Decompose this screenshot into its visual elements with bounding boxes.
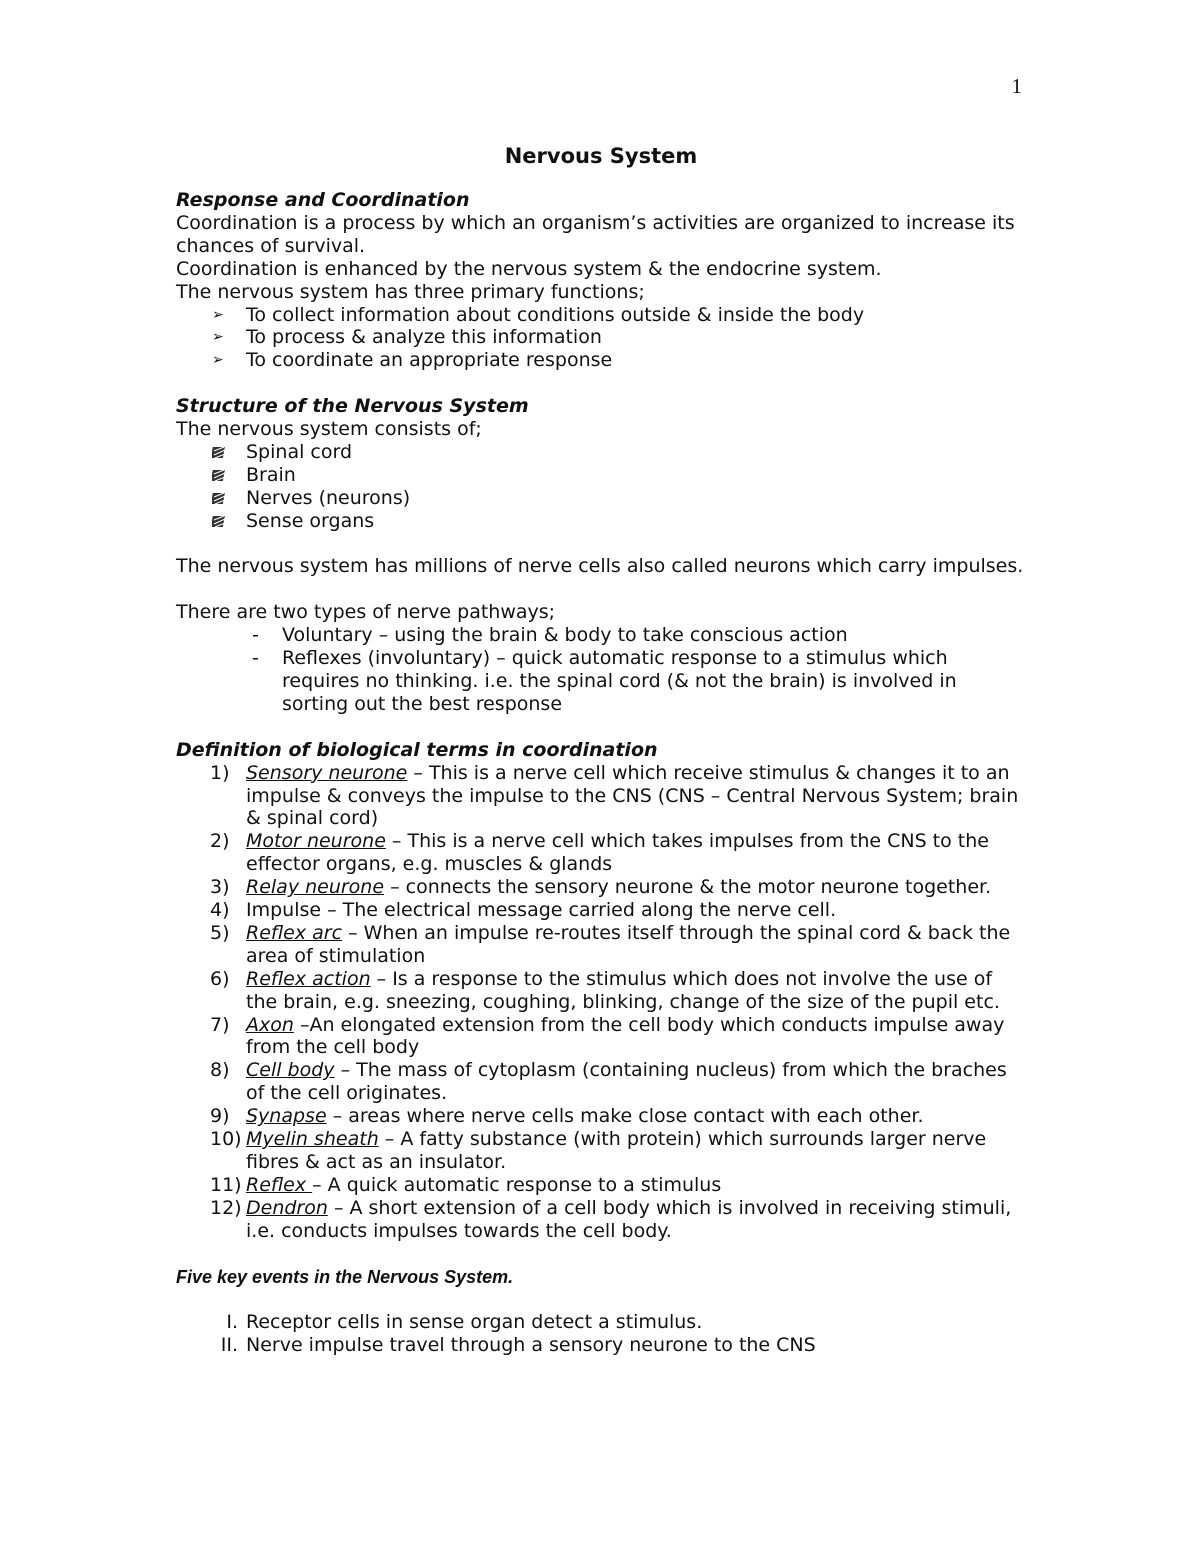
- arrow-bullet-icon: ➢: [212, 329, 224, 346]
- definition-item: 9) Synapse – areas where nerve cells make close contact with each other.: [210, 1105, 924, 1128]
- list-item: ➢ To coordinate an appropriate response: [212, 349, 613, 372]
- paragraph: The nervous system consists of;: [176, 418, 482, 441]
- definition-item: 1) Sensory neurone – This is a nerve cell which receive stimulus & changes it to an impulse & conveys the impulse to the CNS (CNS – Central Nervous System; brain & spinal cord): [210, 761, 1019, 830]
- section-heading-structure: Structure of the Nervous System: [176, 395, 529, 418]
- list-item: Spinal cord: [246, 441, 1026, 464]
- section-heading-key-events: Five key events in the Nervous System.: [176, 1266, 514, 1287]
- definition-item: 8) Cell body – The mass of cytoplasm (containing nucleus) from which the braches of the cell originates.: [210, 1059, 1007, 1105]
- pathways-list: [176, 624, 1026, 716]
- page-number: 1: [1011, 74, 1022, 98]
- term: Synapse: [246, 1105, 327, 1128]
- hatched-bullet-icon: [212, 515, 226, 528]
- events-list: [176, 1311, 1026, 1357]
- definition-item: 11) Reflex – A quick automatic response to a stimulus: [210, 1173, 722, 1196]
- term: Reflex arc: [246, 921, 343, 944]
- definition-item: 7) Axon –An elongated extension from the cell body which conducts impulse away from the cell body: [210, 1013, 1005, 1059]
- list-item: Brain: [246, 464, 1026, 487]
- definitions-list: [176, 762, 1026, 1243]
- paragraph: Coordination is enhanced by the nervous system & the endocrine system.: [176, 257, 882, 280]
- definition-item: 3) Relay neurone – connects the sensory neurone & the motor neurone together.: [210, 876, 992, 899]
- hatched-bullet-icon: [212, 469, 226, 482]
- section-heading-definitions: Definition of biological terms in coordination: [176, 738, 658, 761]
- paragraph: The nervous system has millions of nerve cells also called neurons which carry impulses.: [176, 555, 1024, 578]
- arrow-bullet-icon: ➢: [212, 352, 224, 369]
- term: Axon: [246, 1013, 294, 1036]
- list-item: I. Receptor cells in sense organ detect a stimulus.: [226, 1311, 703, 1334]
- document-body: [176, 143, 1026, 1357]
- functions-list: [176, 304, 1026, 373]
- term: Motor neurone: [246, 830, 386, 853]
- paragraph: Coordination is a process by which an organism’s activities are organized to increase its chances of survival.: [176, 211, 1015, 257]
- hatched-bullet-icon: [212, 446, 226, 459]
- definition-item: 5) Reflex arc – When an impulse re-routes itself through the spinal cord & back the area of stimulation: [210, 921, 1011, 967]
- page-title: Nervous System: [504, 144, 698, 168]
- definition-item: 10) Myelin sheath – A fatty substance (with protein) which surrounds larger nerve fibres & act as an insulator.: [210, 1128, 987, 1173]
- section-heading-response: Response and Coordination: [176, 189, 470, 211]
- paragraph: There are two types of nerve pathways;: [176, 601, 556, 624]
- list-item: Sense organs: [246, 510, 1026, 533]
- dash-bullet: -: [252, 624, 259, 647]
- term: Relay neurone: [246, 876, 385, 899]
- dash-bullet: -: [252, 647, 259, 670]
- parts-list: [176, 441, 1026, 533]
- definition-item: 2) Motor neurone – This is a nerve cell which takes impulses from the CNS to the effector organs, e.g. muscles & glands: [210, 830, 989, 876]
- term: Myelin sheath: [246, 1128, 379, 1151]
- term: Dendron: [246, 1196, 328, 1219]
- definition-item: 6) Reflex action – Is a response to the stimulus which does not involve the use of the brain, e.g. sneezing, coughing, blinking, change of the size of the pupil etc.: [210, 967, 1000, 1013]
- paragraph: The nervous system has three primary functions;: [176, 280, 645, 303]
- list-item: ➢ To collect information about conditions outside & inside the body: [212, 303, 865, 326]
- term: Reflex action: [246, 967, 371, 990]
- arrow-bullet-icon: ➢: [212, 306, 224, 323]
- definition-item: 12) Dendron – A short extension of a cell body which is involved in receiving stimuli, i.e. conducts impulses towards the cell body.: [210, 1196, 1012, 1242]
- term: Sensory neurone: [246, 761, 408, 784]
- list-item: - Reflexes (involuntary) – quick automatic response to a stimulus which requires no thinking. i.e. the spinal cord (& not the brain) is involved in sorting out the best response: [252, 647, 957, 715]
- definition-item: 4) Impulse – The electrical message carried along the nerve cell.: [210, 899, 837, 922]
- list-item: II. Nerve impulse travel through a sensory neurone to the CNS: [220, 1334, 816, 1357]
- hatched-bullet-icon: [212, 492, 226, 505]
- term: Cell body: [246, 1059, 335, 1082]
- list-item: Nerves (neurons): [246, 487, 1026, 510]
- list-item: - Voluntary – using the brain & body to take conscious action: [252, 624, 848, 647]
- list-item: ➢ To process & analyze this information: [212, 326, 602, 349]
- term: Reflex: [246, 1173, 313, 1196]
